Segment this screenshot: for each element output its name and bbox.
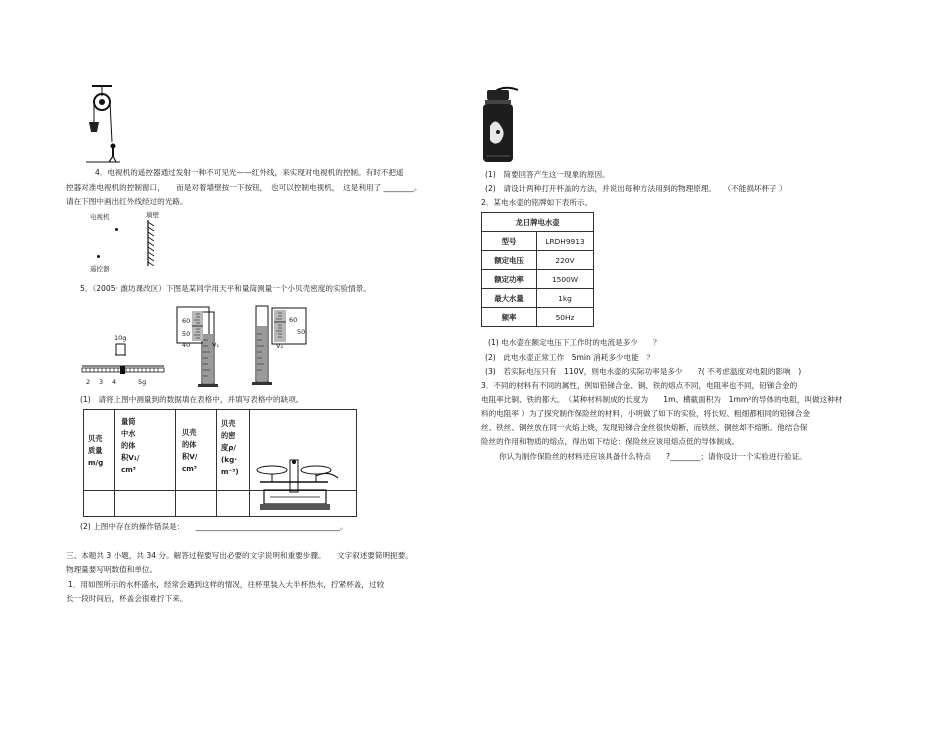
q3-line1: 3．不同的材料有不同的属性，例如铅锑合金、铜、铁的熔点不同，电阻率也不同，铅锑合金的 [481, 381, 798, 390]
tv-point [115, 228, 118, 231]
q2-intro: 2．某电水壶的铭牌如下表所示。 [481, 198, 593, 207]
wall-label: 墙壁 [146, 211, 159, 219]
scale-tick-4: 4 [112, 378, 117, 386]
spec-value: LRDH9913 [537, 232, 594, 251]
spec-label: 额定电压 [482, 251, 537, 270]
remote-point [97, 255, 100, 258]
scale-tick-5: 5g [138, 378, 147, 386]
spec-row [482, 270, 594, 289]
spec-label: 型号 [482, 232, 537, 251]
pulley-figure [82, 84, 122, 164]
spec-value: 1500W [537, 270, 594, 289]
tv-label: 电视机 [90, 213, 110, 221]
water-bottle-figure [478, 86, 526, 166]
wall-figure [146, 220, 156, 266]
section3-line2: 物理量要写明数值和单位。 [66, 565, 158, 574]
q1b: (2) 请设计两种打开杯盖的方法，并说出每种方法用到的物理原理。 （不能损坏杯子 ） [485, 184, 787, 193]
cyl1-mark-40: 40 [182, 341, 191, 349]
spec-label: 最大水量 [482, 289, 537, 308]
kettle-spec-table [481, 212, 594, 327]
cyl1-name: V₁ [212, 341, 220, 349]
spec-value: 220V [537, 251, 594, 270]
cyl1-mark-60: 60 [182, 317, 191, 325]
section3-q1-line2: 长一段时间后，杯盖会很难拧下来。 [66, 594, 188, 603]
scale-tick-3: 3 [99, 378, 104, 386]
scale-tick-2: 2 [86, 378, 91, 386]
beam-balance-figure [250, 452, 340, 514]
spec-row [482, 308, 594, 327]
cyl2-name: V₂ [276, 342, 284, 350]
remote-label: 遥控器 [90, 265, 110, 273]
section3-line1: 三、本题共 3 小题，共 34 分。解答过程要写出必要的文字说明和重要步骤。 文字叙述要简明扼要。 [66, 551, 413, 560]
spec-row [482, 232, 594, 251]
q5-sub1: (1) 请将上图中测量到的数据填在表格中，并填写表格中的缺项。 [80, 395, 304, 404]
spec-row [482, 289, 594, 308]
q4-line3: 请在下图中画出红外线经过的光路。 [66, 197, 188, 206]
cyl2-mark-60: 60 [289, 316, 298, 324]
q3-line5: 险丝的作用和物质的熔点，得出如下结论：保险丝应该用熔点低的导体制成。 [481, 437, 740, 446]
scale-figure [80, 342, 170, 378]
col-shell-mass: 贝壳 质量 m/g [84, 410, 115, 516]
q3-line3: 料的电阻率 ）为了探究制作保险丝的材料，小明做了如下的实验，将长短、粗细都相同的铅锑合金 [481, 409, 810, 418]
q3-line2: 电阻率比铜、铁的都大。 （某种材料制成的长度为 1m、横截面积为 1mm²的导体的电阻，叫做这种材 [481, 395, 843, 404]
spec-value: 1kg [537, 289, 594, 308]
spec-title: 龙日牌电水壶 [482, 213, 594, 232]
weight-label: 10g [114, 334, 127, 342]
q3-line4: 丝、铁丝、铜丝放在同一火焰上烧，发现铅锑合金丝很快熔断，而铁丝、铜丝却不熔断。他结合保 [481, 423, 808, 432]
col-shell-volume: 贝壳 的体 积V/ cm³ [176, 410, 217, 516]
spec-label: 额定功率 [482, 270, 537, 289]
q4-line2: 控器对准电视机的控制窗口， 而是对着墙壁按一下按钮， 也可以控制电视机， 这是利用了 ________。 [66, 183, 422, 192]
q1a: (1) 简要回答产生这一现象的原因。 [485, 170, 610, 179]
q2b: (2) 此电水壶正常工作 5min 消耗多少电能 ？ [485, 353, 655, 362]
cyl2-mark-50: 50 [297, 328, 306, 336]
q3-line6: 你认为制作保险丝的材料还应该具备什么特点 ?________；请你设计一个实验进行验证。 [499, 452, 807, 461]
section3-q1-line1: 1．用如图所示的水杯盛水，经常会遇到这样的情况，往杯里装入大半杯热水，拧紧杯盖，过较 [68, 580, 385, 589]
q5-intro: 5．（2005· 潍坊课改区）下图是某同学用天平和量筒测量一个小贝壳密度的实验情景。 [80, 284, 371, 293]
q2c: (3) 若实际电压只有 110V，则电水壶的实际功率是多少 ?( 不考虑温度对电阻的影响 ) [485, 367, 802, 376]
cyl1-mark-50: 50 [182, 330, 191, 338]
col-water-volume: 量筒 中水 的体 积V₁/ cm³ [115, 410, 176, 516]
spec-label: 频率 [482, 308, 537, 327]
col-shell-density: 贝壳 的密 度ρ/ (kg· m⁻³) [217, 410, 250, 516]
q2a: (1) 电水壶在额定电压下工作时的电流是多少 ？ [488, 338, 661, 347]
q4-line1: 4．电视机的遥控器通过发射一种不可见光——红外线，来实现对电视机的控制。有时不把遥 [95, 168, 404, 177]
q5-sub2: (2) 上图中存在的操作错误是： ______________________________________。 [80, 522, 348, 531]
spec-value: 50Hz [537, 308, 594, 327]
spec-row [482, 251, 594, 270]
